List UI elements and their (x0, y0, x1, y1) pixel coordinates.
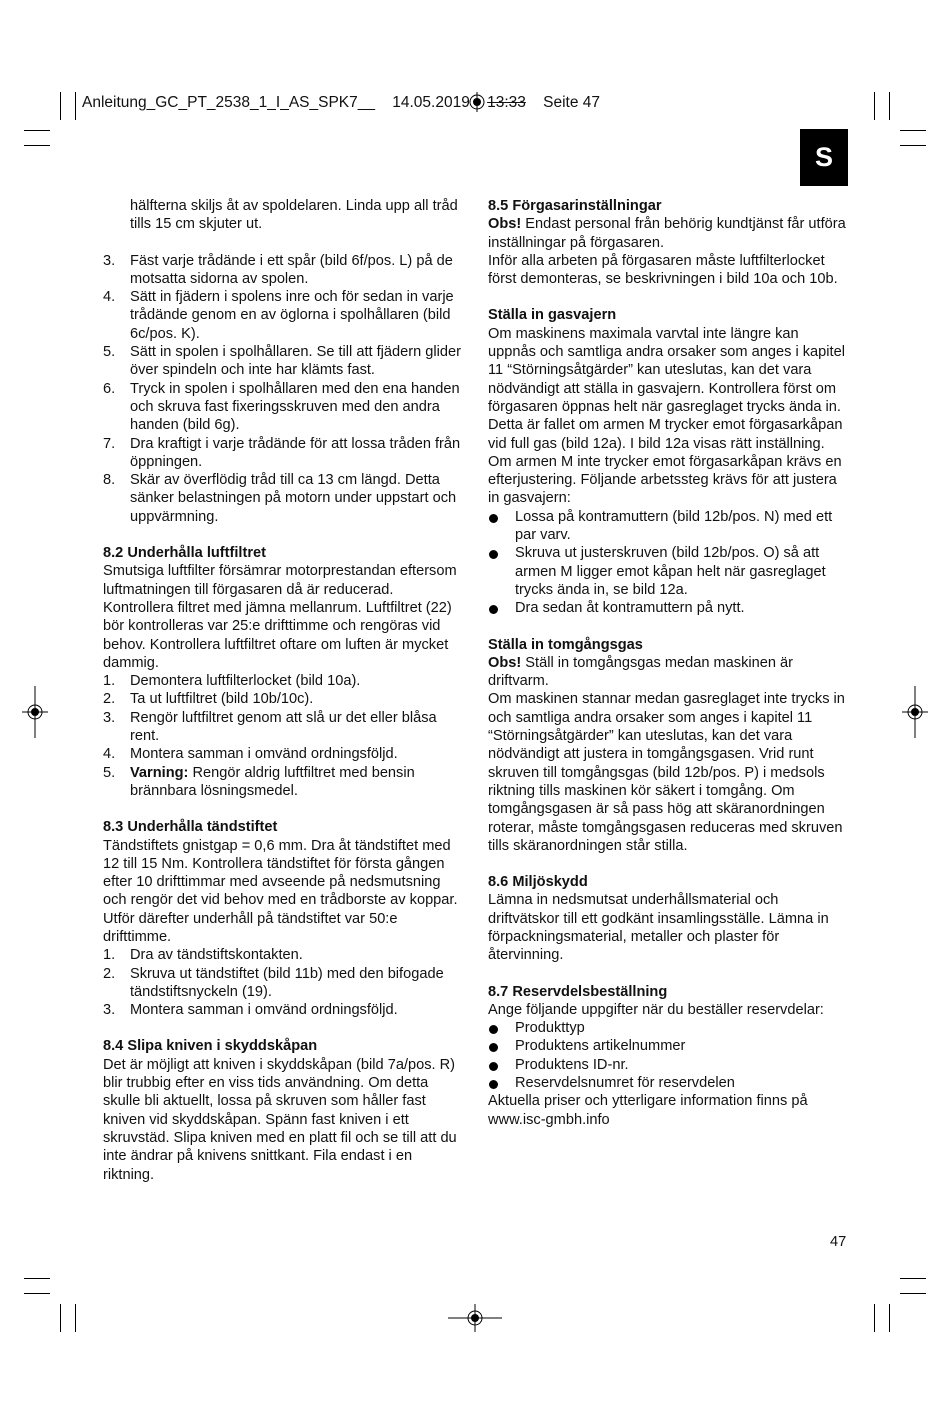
list-item: 6. Tryck in spolen i spolhållaren med den ena handen och skruva fast fixeringsskruven med den andra handen (bild 6g). (103, 380, 460, 434)
list-item: 5. Varning: Rengör aldrig luftfiltret med bensin brännbara lösningsmedel. (103, 764, 415, 799)
print-slug (82, 94, 600, 112)
crop-mark (900, 130, 926, 131)
section-heading: 8.3 Underhålla tändstiftet (103, 819, 278, 836)
notice: Obs! Endast personal från behörig kundtjänst får utföra inställningar på förgasaren. (488, 216, 846, 251)
crop-mark (874, 1304, 875, 1332)
bullet-icon (489, 1080, 498, 1089)
slug-date: 14.05.2019 (392, 94, 470, 111)
bullet-icon (489, 605, 498, 614)
paragraph: Lämna in nedsmutsat underhållsmaterial och driftvätskor till ett godkänt insamlingsställe. Lämna in förpackningsmaterial, metaller och plaster för återvinning. (488, 892, 829, 964)
list-item: 3. Rengör luftfiltret genom att slå ur det eller blåsa rent. (103, 709, 437, 745)
paragraph: Aktuella priser och ytterligare information finns på www.isc-gmbh.info (488, 1093, 808, 1128)
section-heading: 8.7 Reservdelsbeställning (488, 983, 668, 1000)
crop-mark (900, 1293, 926, 1294)
bullet-icon (489, 550, 498, 559)
crop-mark (874, 92, 875, 120)
list-item: 4. Sätt in fjädern i spolens inre och för sedan in varje trådände genom en av öglorna i spolhållaren (bild 6c/pos. K). (103, 289, 454, 342)
paragraph: Tändstiftets gnistgap = 0,6 mm. Dra åt tändstiftet med 12 till 15 Nm. Kontrollera tändstiftet för första gången efter 10 drifttimmar med avseende på nedsmutsning och rengör det vid behov med en trådborste av koppar. Utför därefter underhåll på tändstiftet var 50:e drifttimme. (103, 837, 458, 945)
crop-mark (75, 92, 76, 120)
paragraph: Inför alla arbeten på förgasaren måste luftfilterlocket först demonteras, se beskrivningen i bild 10a och 10b. (488, 252, 838, 288)
paragraph: Smutsiga luftfilter försämrar motorprestandan eftersom luftmatningen till förgasaren då är reducerad. Kontrollera filtret med jämna mellanrum. Luftfiltret (22) bör kontrolleras var 25:e drifttimme och rengöras vid behov. Kontrollera luftfiltret oftare om luften är mycket dammig. (103, 563, 457, 671)
list-item: 2. Ta ut luftfiltret (bild 10b/10c). (103, 691, 314, 708)
crop-mark (900, 145, 926, 146)
list-item: 2. Skruva ut tändstiftet (bild 11b) med den bifogade tändstiftsnyckeln (19). (103, 965, 444, 1000)
slug-filename: Anleitung_GC_PT_2538_1_I_AS_SPK7__ (82, 94, 375, 111)
list-item: 1. Dra av tändstiftskontakten. (103, 947, 303, 964)
section-heading: 8.6 Miljöskydd (488, 874, 588, 891)
section-heading: Ställa in tomgångsgas (488, 636, 643, 653)
registration-mark-icon (22, 686, 48, 738)
list-item: 5. Sätt in spolen i spolhållaren. Se till att fjädern glider över spindeln och inte har klämts fast. (103, 344, 461, 379)
list-item: Lossa på kontramuttern (bild 12b/pos. N) med ett par varv. (488, 508, 850, 545)
numbered-list (103, 252, 465, 526)
slug-time: 13:33 (487, 94, 526, 111)
list-item: Skruva ut justerskruven (bild 12b/pos. O) så att armen M ligger emot kåpan helt när gasreglaget trycks ända in, se bild 12a. (488, 544, 850, 599)
registration-mark-icon (465, 90, 489, 114)
section-heading: 8.4 Slipa kniven i skyddskåpan (103, 1038, 318, 1055)
list-item: Produkttyp (488, 1019, 850, 1037)
list-item: 4. Montera samman i omvänd ordningsföljd. (103, 746, 398, 763)
list-item: Reservdelsnumret för reservdelen (488, 1074, 850, 1092)
paragraph: Ange följande uppgifter när du beställer reservdelar: (488, 1001, 824, 1018)
section-heading: Ställa in gasvajern (488, 307, 617, 324)
page-number: 47 (830, 1234, 847, 1250)
numbered-list (103, 672, 465, 800)
slug-page: Seite 47 (543, 94, 601, 111)
bullet-icon (489, 1043, 498, 1052)
section-heading: 8.5 Förgasarinställningar (488, 198, 662, 214)
registration-mark-icon (902, 686, 928, 738)
list-item: 1. Demontera luftfilterlocket (bild 10a). (103, 673, 361, 690)
crop-mark (24, 1293, 50, 1294)
list-item: Dra sedan åt kontramuttern på nytt. (488, 599, 850, 617)
paragraph: Om maskinen stannar medan gasreglaget inte trycks in och samtliga andra orsaker som anges i kapitel 11 “Störningsåtgärder” kan uteslutas, kan det vara nödvändigt att justera in tomgångsgasen. Vrid runt skruven till tomgångsgas (bild 12b/pos. P) i medsols riktning tills maskinen kör säkert i tomgång. Om tomgångsgasen är så pass hög att skäranordningen roterar, måste tomgångsgasen reduceras med skruven tills skäranordningen står stilla. (488, 691, 845, 854)
numbered-list (103, 946, 465, 1019)
paragraph: Om maskinens maximala varvtal inte längre kan uppnås och samtliga andra orsaker som anges i kapitel 11 “Störningsåtgärder” kan uteslutas, kan det vara nödvändigt att ställa in gasvajern. Kontrollera först om förgasaren öppnas helt när gasreglaget trycks ända in. Detta är fallet om armen M trycker emot förgasarkåpan vid full gas (bild 12a). I bild 12a visas rätt inställning. Om armen M inte trycker emot förgasarkåpan krävs en efterjustering. Följande arbetssteg krävs för att justera in gasvajern: (488, 325, 845, 507)
list-item: 7. Dra kraftigt i varje trådände för att lossa tråden från öppningen. (103, 435, 461, 470)
left-column (103, 197, 465, 1184)
bullet-icon (489, 1062, 498, 1071)
list-item: 3. Montera samman i omvänd ordningsföljd. (103, 1002, 398, 1019)
bullet-list (488, 1019, 850, 1092)
crop-mark (24, 145, 50, 146)
bullet-icon (489, 514, 498, 523)
bullet-list (488, 508, 850, 618)
section-heading: 8.2 Underhålla luftfiltret (103, 545, 266, 562)
crop-mark (889, 92, 890, 120)
crop-mark (60, 1304, 61, 1332)
bullet-icon (489, 1025, 498, 1034)
language-tab: S (800, 129, 848, 186)
crop-mark (24, 1278, 50, 1279)
crop-mark (900, 1278, 926, 1279)
list-item: Produktens ID-nr. (488, 1056, 850, 1074)
list-item: 8. Skär av överflödig tråd till ca 13 cm längd. Detta sänker belastningen på motorn under uppstart och uppvärmning. (103, 472, 457, 525)
paragraph: hälfterna skiljs åt av spoldelaren. Linda upp all tråd tills 15 cm skjuter ut. (130, 198, 458, 233)
paragraph: Det är möjligt att kniven i skyddskåpan (bild 7a/pos. R) blir trubbig efter en viss tids användning. Om detta skulle bli aktuellt, lossa på skruven som håller fast kniven vid skyddskåpan. Spänn fast kniven i ett skruvstäd. Slipa kniven med en platt fil och se till att du inte ändrar på knivens snittkant. Fila endast i en riktning. (103, 1056, 457, 1183)
crop-mark (60, 92, 61, 120)
list-item: Produktens artikelnummer (488, 1037, 850, 1055)
list-item: 3. Fäst varje trådände i ett spår (bild 6f/pos. L) på de motsatta sidorna av spolen. (103, 252, 453, 287)
right-column (488, 197, 850, 1129)
crop-mark (75, 1304, 76, 1332)
registration-mark-icon (448, 1304, 502, 1332)
crop-mark (24, 130, 50, 131)
crop-mark (889, 1304, 890, 1332)
notice: Obs! Ställ in tomgångsgas medan maskinen är driftvarm. (488, 654, 794, 690)
